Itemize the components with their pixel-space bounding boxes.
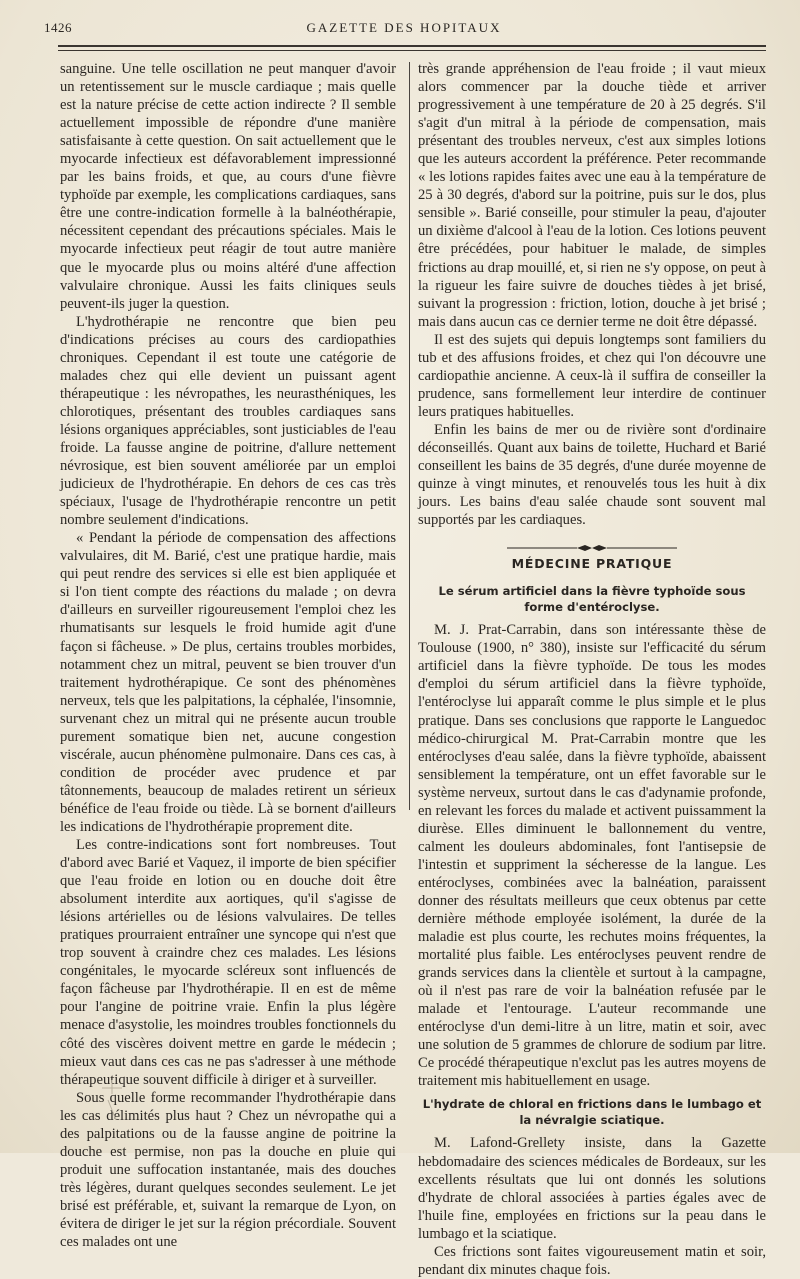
scan-artifact xyxy=(92,1080,132,1140)
right-column xyxy=(418,60,766,1279)
paragraph: Il est des sujets qui depuis longtemps sont familiers du tub et des affusions froides, et chez qui l'on découvre une cardiopathie ancienne. A ceux-là il suffira de conseiller la prudence, sans formellement leur interdire de continuer leurs pratiques habituelles. xyxy=(418,331,766,420)
article-title: Le sérum artificiel dans la fièvre typhoïde sous forme d'entéroclyse. xyxy=(438,584,746,615)
paragraph: Les contre-indications sont fort nombreuses. Tout d'abord avec Barié et Vaquez, il importe de bien spécifier que l'eau froide en lotion ou en douche doit être absolument interdite aux aortiques, qu'il s'agisse de lésions artérielles ou de lésions valvulaires. De telles pratiques prourraient entraîner une syncope qui n'est que trop souvent à craindre chez ces malades. Les lésions congénitales, le myocarde scléreux sont influencés de façon fâcheuse par l'hydrothérapie. Il en est de même pour l'angine de poitrine vraie. Enfin la plus légère menace d'asystolie, les moindres troubles fonctionnels du côté des viscères doivent mettre en garde le médecin ; mieux vaut dans ces cas ne pas s'adresser à une méthode thérapeutique souvent difficile à diriger et à surveiller. xyxy=(60,837,396,1088)
paragraph: Sous quelle forme recommander l'hydrothérapie dans les cas délimités plus haut ? Chez un névropathe qui a des palpitations ou de la fausse angine de poitrine la douche est permise, non pas la douche en pluie qui produit une suffocation instantanée, mais des douches très légères, durant quelques secondes seulement. Le jet brisé est préférable, et, suivant la remarque de Lyon, on évitera de diriger le jet sur la région précordiale. Souvent ces malades ont une xyxy=(60,1089,396,1251)
paragraph: M. Lafond-Grellety insiste, dans la Gazette hebdomadaire des sciences médicales de Bordeaux, sur les excellents résultats que lui ont donnés les solutions d'hydrate de chloral associées à parties égales avec de l'huile fine, employées en frictions sur la peau dans le lumbago et la sciatique. xyxy=(418,1135,766,1242)
header-rule-thin xyxy=(58,50,766,51)
paragraph: L'hydrothérapie ne rencontre que bien peu d'indications précises au cours des cardiopathies chroniques. Cependant il est toute une catégorie de malades chez qui elle devient un puissant agent thérapeutique : les névropathes, les neurasthéniques, les chlorotiques, présentant des troubles cardiaques sans lésions organiques appréciables, sont justiciables de l'eau froide. La fausse angine de poitrine, d'allure nettement névrosique, est bien souvent améliorée par un emploi judicieux de l'hydrothérapie. En dehors de ces cas très spéciaux, l'usage de l'hydrothérapie rencontre un petit nombre seulement d'indications. xyxy=(60,313,396,529)
journal-title: GAZETTE DES HOPITAUX xyxy=(306,20,502,35)
section-ornament xyxy=(418,539,766,549)
paragraph: Enfin les bains de mer ou de rivière sont d'ordinaire déconseillés. Quant aux bains de toilette, Huchard et Barié conseillent les bains de 35 degrés, d'une durée moyenne de quinze à vingt minutes, et renouvelés tous les huit à dix jours. Les bains d'eau salée chaude sont souvent mal supportés par les cardiaques. xyxy=(418,421,766,529)
page-header xyxy=(44,20,764,46)
header-rule xyxy=(58,45,766,47)
left-column xyxy=(60,60,396,1251)
paragraph: « Pendant la période de compensation des affections valvulaires, dit M. Barié, c'est une pratique hardie, mais qui peut rendre des services si elle est bien appliquée et si l'on tient compte des réactions du malade ; on devra d'ailleurs en surveiller rigoureusement l'emploi chez les rhumatisants sur lesquels le froid humide agit d'une façon si fâcheuse. » De plus, certains troubles morbides, notamment chez un mitral, peuvent se bien trouver d'un traitement hydrothérapique. Ce sont des phénomènes nerveux, tels que les palpitations, la céphalée, l'insomnie, survenant chez un mitral qui ne présente aucun trouble purement somatique bien net, aucune congestion viscérale, aucun phénomène pulmonaire. Dans ces cas, à condition de procéder avec prudence et par tâtonnements, beaucoup de malades retirent un sérieux bénéfice de l'eau froide ou tiède. Là se bornent d'ailleurs les indications de l'hydrothérapie proprement dite. xyxy=(60,530,396,835)
paragraph: sanguine. Une telle oscillation ne peut manquer d'avoir un retentissement sur le muscle cardiaque ; mais quelle est la nature précise de cette action indirecte ? Il semble actuellement impossible de répondre d'une manière satisfaisante à cette question. On sait actuellement que le myocarde infectieux est défavorablement impressionné par les bains froids, et que, au cours d'une fièvre typhoïde par exemple, les complications cardiaques, sans être une contre-indication formelle à la balnéothérapie, nécessitent cependant des précautions spéciales. Mais le myocarde infectieux peut réagir de tout autre manière que le myocarde plus ou moins altéré d'une affection valvulaire chronique. Aussi les faits cliniques seuls peuvent-ils juger la question. xyxy=(60,61,396,312)
page-number: 1426 xyxy=(44,20,72,35)
paragraph: très grande appréhension de l'eau froide ; il vaut mieux alors commencer par la douche tiède et arriver progressivement à une température de 20 à 25 degrés. S'il s'agit d'un mitral à la période de compensation, mais présentant des troubles nerveux, c'est aux simples lotions que les auteurs accordent la préférence. Peter recommande « les lotions rapides faites avec une eau à la température de 25 à 30 degrés, d'abord sur la poitrine, puis sur le dos, plus sensible ». Barié conseille, pour stimuler la peau, d'ajouter un dixième d'alcool à l'eau de la lotion. Ces lotions peuvent être précédées, pour habituer le malade, de simples frictions au drap mouillé, et, si rien ne s'y oppose, on peut à la rigueur les faire suivre de douches tièdes à jet brisé, suivant la progression : friction, lotion, douche à jet brisé ; mais dans aucun cas ce dernier terme ne doit être dépassé. xyxy=(418,61,766,330)
paragraph: Ces frictions sont faites vigoureusement matin et soir, pendant dix minutes chaque fois. xyxy=(418,1243,766,1278)
section-title: MÉDECINE PRATIQUE xyxy=(511,556,673,572)
column-divider xyxy=(409,62,410,810)
article-title: L'hydrate de chloral en frictions dans le lumbago et la névralgie sciatique. xyxy=(422,1097,762,1128)
paragraph: M. J. Prat-Carrabin, dans son intéressante thèse de Toulouse (1900, n° 380), insiste sur l'efficacité du sérum artificiel dans la fièvre typhoïde. De tous les modes d'emploi du sérum artificiel dans la fièvre typhoïde, l'entéroclyse lui apparaît comme le plus simple et le plus pratique. Dans ses conclusions que rapporte le Languedoc médico-chirurgical M. Prat-Carrabin montre que les entéroclyses d'eau salée, dans la fièvre typhoïde, abaissent sensiblement la température, ont un effet favorable sur le système nerveux, surtout dans le cas d'adynamie profonde, en relevant les forces du malade et activent puissamment la diurèse. Elles diminuent le ballonnement du ventre, calment les douleurs abdominales, font l'antisepsie de l'intestin et suppriment la sécheresse de la langue. Les entéroclyses, combinées avec la balnéation, paraissent donner des résultats meilleurs que ceux obtenus par cette dernière méthode employée isolément, la durée de la maladie est plus courte, les rechutes moins fréquentes, la mortalité plus faible. Les entéroclyses peuvent rendre de grands services dans la clientèle et surtout à la campagne, où il n'est pas rare de voir la balnéation refusée par le malade et l'entourage. L'auteur recommande une entéroclyse d'un demi-litre à un litre, matin et soir, avec une solution de 5 grammes de chlorure de sodium par litre. Ce procédé thérapeutique n'exclut pas les autres moyens de traitement mis habituellement en usage. xyxy=(418,622,766,1090)
